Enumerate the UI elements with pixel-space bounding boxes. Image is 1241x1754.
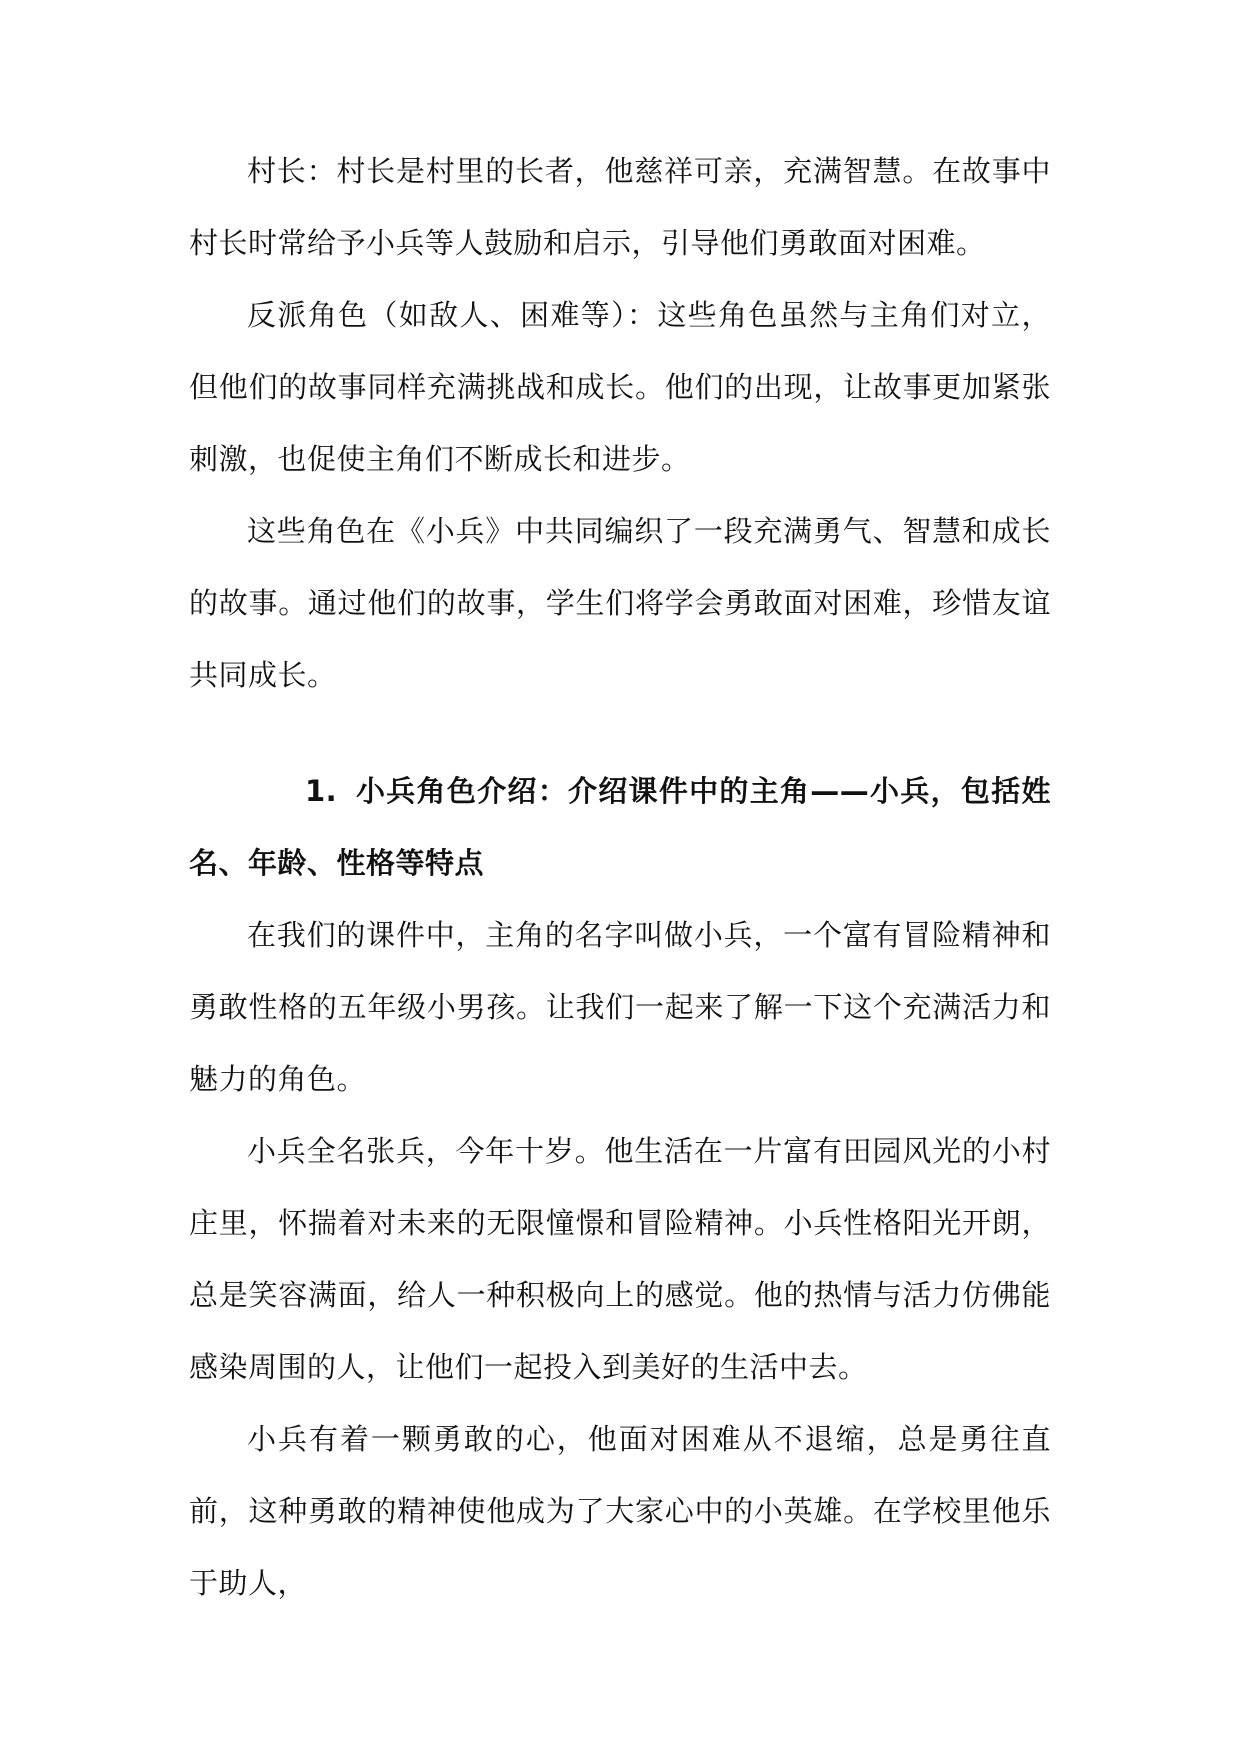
section-number: 1.: [305, 774, 338, 808]
section-title: 小兵角色介绍：介绍课件中的主角——小兵，包括姓名、年龄、性格等特点: [189, 774, 1051, 880]
paragraph-courage: 小兵有着一颗勇敢的心，他面对困难从不退缩，总是勇往直前，这种勇敢的精神使他成为了大家心中的小英雄。在学校里他乐于助人，: [189, 1422, 1051, 1600]
paragraph-intro: 在我们的课件中，主角的名字叫做小兵，一个富有冒险精神和勇敢性格的五年级小男孩。让我们一起来了解一下这个充满活力和魅力的角色。: [189, 918, 1051, 1096]
paragraph-village-chief: 村长：村长是村里的长者，他慈祥可亲，充满智慧。在故事中村长时常给予小兵等人鼓励和启示，引导他们勇敢面对困难。: [189, 154, 1051, 260]
section-heading: [189, 755, 1051, 899]
paragraph-antagonists: 反派角色（如敌人、困难等）：这些角色虽然与主角们对立，但他们的故事同样充满挑战和成长。他们的出现，让故事更加紧张刺激，也促使主角们不断成长和进步。: [189, 298, 1051, 476]
document-body: [189, 135, 1051, 1619]
section-spacer: [189, 711, 1051, 755]
paragraph-profile: 小兵全名张兵，今年十岁。他生活在一片富有田园风光的小村庄里，怀揣着对未来的无限憧憬和冒险精神。小兵性格阳光开朗，总是笑容满面，给人一种积极向上的感觉。他的热情与活力仿佛能感染周围的人，让他们一起投入到美好的生活中去。: [189, 1134, 1051, 1384]
paragraph-summary: 这些角色在《小兵》中共同编织了一段充满勇气、智慧和成长的故事。通过他们的故事，学生们将学会勇敢面对困难，珍惜友谊共同成长。: [189, 514, 1051, 692]
